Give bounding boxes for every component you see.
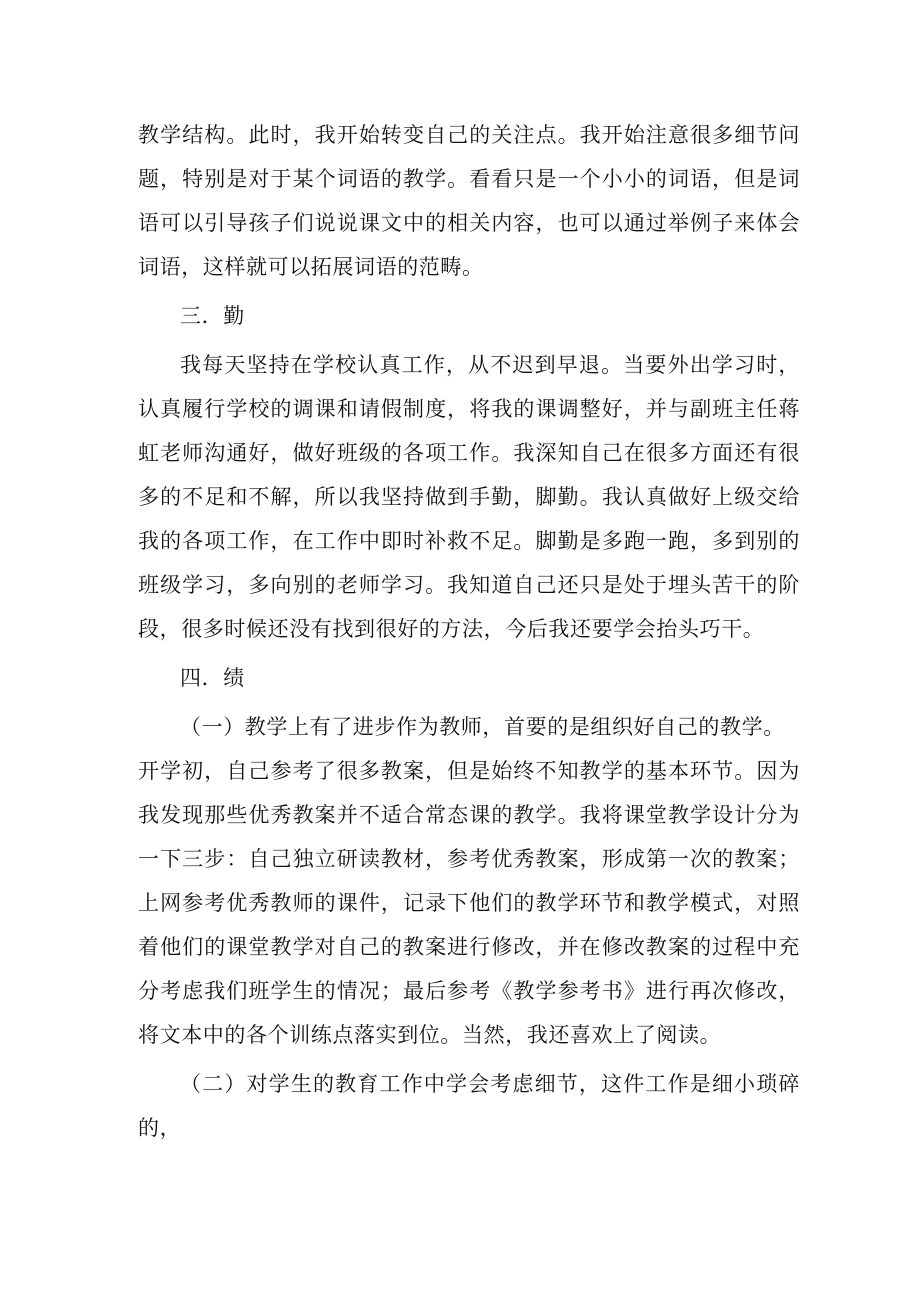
document-body [138, 113, 800, 1150]
paragraph-teaching-progress: 开学初，自己参考了很多教案，但是始终不知教学的基本环节。因为我发现那些优秀教案并不适合常态课的教学。我将课堂教学设计分为一下三步：自己独立研读教材，参考优秀教案，形成第一次的教案；上网参考优秀教师的课件，记录下他们的教学环节和教学模式，对照着他们的课堂教学对自己的教案进行修改，并在修改教案的过程中充分考虑我们班学生的情况；最后参考《教学参考书》进行再次修改，将文本中的各个训练点落实到位。当然，我还喜欢上了阅读。 [138, 759, 800, 1047]
section-heading-ji: 四．绩 [180, 666, 245, 690]
subheading-student-education: （二）对学生的教育工作中学会考虑细节，这件工作是细小琐碎的， [138, 1072, 800, 1140]
subheading-teaching-progress: （一）教学上有了进步作为教师，首要的是组织好自己的教学。 [180, 715, 785, 739]
paragraph-continuation: 教学结构。此时，我开始转变自己的关注点。我开始注意很多细节问题，特别是对于某个词语的教学。看看只是一个小小的词语，但是词语可以引导孩子们说说课文中的相关内容，也可以通过举例子来体会词语，这样就可以拓展词语的范畴。 [138, 123, 800, 279]
paragraph-qin: 我每天坚持在学校认真工作，从不迟到早退。当要外出学习时，认真履行学校的调课和请假制度，将我的课调整好，并与副班主任蒋虹老师沟通好，做好班级的各项工作。我深知自己在很多方面还有很多的不足和不解，所以我坚持做到手勤，脚勤。我认真做好上级交给我的各项工作，在工作中即时补救不足。脚勤是多跑一跑，多到别的班级学习，多向别的老师学习。我知道自己还只是处于埋头苦干的阶段，很多时候还没有找到很好的方法，今后我还要学会抬头巧干。 [138, 353, 800, 641]
section-heading-qin: 三．勤 [180, 304, 245, 328]
